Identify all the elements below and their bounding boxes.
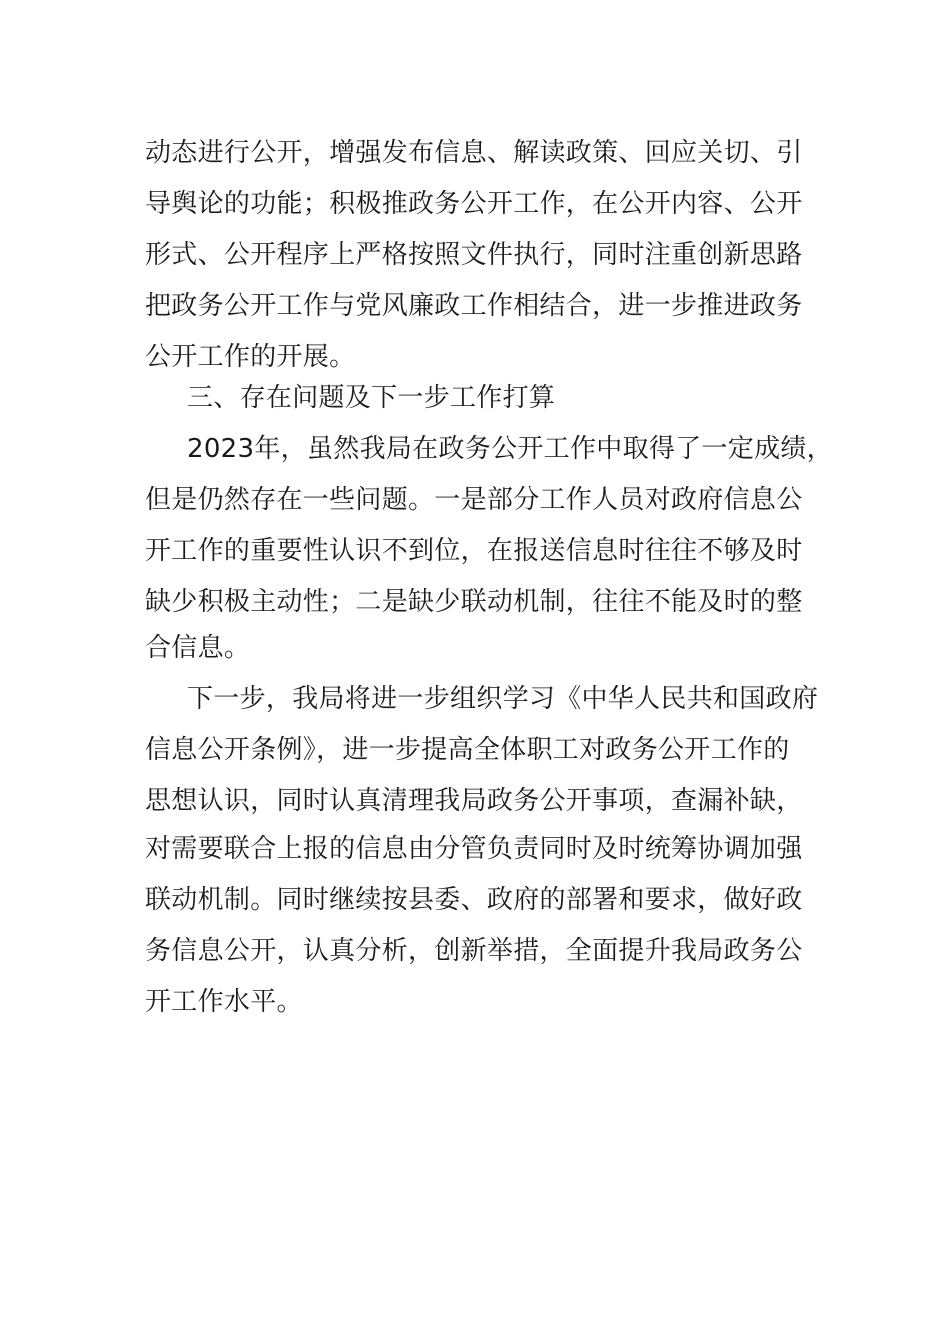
section-heading: 三、存在问题及下一步工作打算 bbox=[187, 383, 556, 413]
text-line: 把政务公开工作与党风廉政工作相结合，进一步推进政务 bbox=[145, 291, 803, 321]
text-line: 形式、公开程序上严格按照文件执行，同时注重创新思路 bbox=[145, 240, 803, 270]
text-line: 动态进行公开，增强发布信息、解读政策、回应关切、引 bbox=[145, 138, 803, 168]
text-line: 开工作水平。 bbox=[145, 987, 303, 1017]
text-line: 公开工作的开展。 bbox=[145, 342, 356, 372]
text-line: 务信息公开，认真分析，创新举措，全面提升我局政务公 bbox=[145, 936, 803, 966]
text-line: 思想认识，同时认真清理我局政务公开事项，查漏补缺， bbox=[145, 786, 803, 816]
text-line: 对需要联合上报的信息由分管负责同时及时统筹协调加强 bbox=[145, 834, 803, 864]
text-line: 开工作的重要性认识不到位，在报送信息时往往不够及时 bbox=[145, 536, 803, 566]
text-line: 缺少积极主动性；二是缺少联动机制，往往不能及时的整 bbox=[145, 587, 803, 617]
text-line: 联动机制。同时继续按县委、政府的部署和要求，做好政 bbox=[145, 885, 803, 915]
text-line: 导舆论的功能；积极推政务公开工作，在公开内容、公开 bbox=[145, 189, 803, 219]
text-line: 信息公开条例》，进一步提高全体职工对政务公开工作的 bbox=[145, 735, 790, 765]
text-line: 合信息。 bbox=[145, 633, 251, 663]
text-line: 2023年，虽然我局在政务公开工作中取得了一定成绩， bbox=[187, 434, 833, 464]
text-line: 下一步，我局将进一步组织学习《中华人民共和国政府 bbox=[187, 684, 819, 714]
text-line: 但是仍然存在一些问题。一是部分工作人员对政府信息公 bbox=[145, 485, 803, 515]
